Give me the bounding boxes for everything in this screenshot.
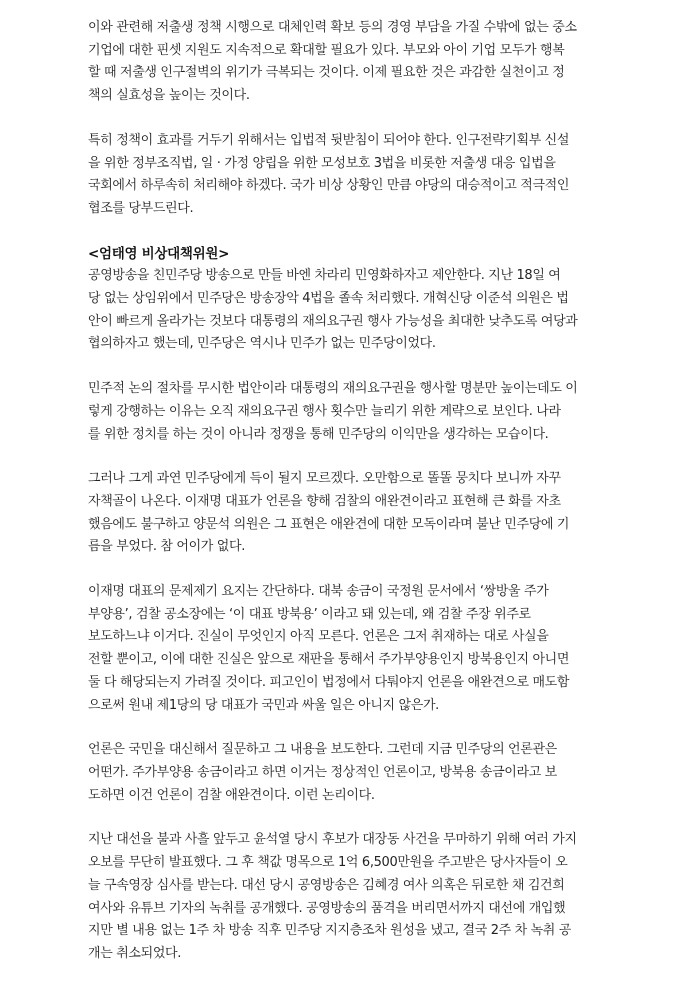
text-line: 으로써 원내 제1당의 당 대표가 국민과 싸울 일은 아니지 않은가. — [88, 697, 439, 713]
text-line: 공영방송을 친민주당 방송으로 만들 바엔 차라리 민영화하자고 제안한다. 지난 18일 여 — [88, 268, 561, 284]
text-line: 늘 구속영장 심사를 받는다. 대선 당시 공영방송은 김혜경 여사 의혹은 뒤로한 채 김건희 — [88, 877, 565, 893]
text-line: 특히 정책이 효과를 거두기 위해서는 입법적 뒷받침이 되어야 한다. 인구전략기획부 신설 — [88, 132, 570, 148]
paragraph-gap — [88, 807, 700, 829]
text-line: 할 때 저출생 인구절벽의 위기가 극복되는 것이다. 이제 필요한 것은 과감한 실천이고 정 — [88, 65, 565, 81]
paragraph-2 — [88, 130, 621, 221]
speaker-paragraph-5 — [88, 739, 621, 807]
text-line: 오보를 무단히 발표했다. 그 후 책값 명목으로 1억 6,500만원을 주고받은 당사자들이 오 — [88, 855, 568, 871]
text-line: 지난 대선을 불과 사흘 앞두고 윤석열 당시 후보가 대장동 사건을 무마하기 위해 여러 가지 — [88, 832, 577, 848]
speaker-paragraph-3 — [88, 468, 621, 559]
text-line: 개는 취소되었다. — [88, 945, 182, 961]
text-line: 기업에 대한 핀셋 지원도 지속적으로 확대할 필요가 있다. 부모와 아이 기업 모두가 행복 — [88, 42, 565, 58]
text-line: 어떤가. 주가부양용 송금이라고 하면 이거는 정상적인 언론이고, 방북용 송금이라고 보 — [88, 764, 557, 780]
text-line: 렇게 강행하는 이유는 오직 재의요구권 행사 횟수만 늘리기 위한 계략으로 보인다. 나라 — [88, 403, 561, 419]
text-line: 보도하느냐 이거다. 진실이 무엇인지 아직 모른다. 언론은 그저 취재하는 대로 사실을 — [88, 629, 549, 645]
text-line: 이와 관련해 저출생 정책 시행으로 대체인력 확보 등의 경영 부담을 가질 수밖에 없는 중소 — [88, 20, 577, 35]
speaker-paragraph-2 — [88, 378, 621, 446]
speaker-paragraph-4 — [88, 581, 621, 717]
text-line: 민주적 논의 절차를 무시한 법안이라 대통령의 재의요구권을 행사할 명분만 높이는데도 이 — [88, 381, 578, 397]
text-line: 안이 빠르게 올라가는 것보다 대통령의 재의요구권 행사 가능성을 최대한 낮추도록 여당과 — [88, 313, 578, 329]
paragraph-gap — [88, 221, 700, 243]
text-line: 을 위한 정부조직법, 일 · 가정 양립을 위한 모성보호 3법을 비롯한 저출생 대응 입법을 — [88, 155, 556, 171]
text-line: 부양용’, 검찰 공소장에는 ‘이 대표 방북용’ 이라고 돼 있는데, 왜 검찰 주장 위주로 — [88, 606, 531, 622]
text-line: 했음에도 불구하고 양문석 의원은 그 표현은 애완견에 대한 모독이라며 불난 민주당에 기 — [88, 516, 570, 532]
text-line: 언론은 국민을 대신해서 질문하고 그 내용을 보도한다. 그런데 지금 민주당의 언론관은 — [88, 742, 557, 758]
text-line: 둘 다 해당되는지 가려질 것이다. 피고인이 법정에서 다퉈야지 언론을 애완견으로 매도함 — [88, 674, 570, 690]
text-line: 책의 실효성을 높이는 것이다. — [88, 88, 250, 104]
text-line: 전할 뿐이고, 이에 대한 진실은 앞으로 재판을 통해서 주가부양용인지 방북용인지 아니면 — [88, 652, 570, 668]
paragraph-gap — [88, 717, 700, 739]
text-line: 이재명 대표의 문제제기 요지는 간단하다. 대북 송금이 국정원 문서에서 ‘쌍방울 주가 — [88, 584, 549, 600]
paragraph-1 — [88, 17, 621, 108]
speaker-heading: <엄태영 비상대책위원> — [88, 245, 230, 262]
text-line: 자책골이 나온다. 이재명 대표가 언론을 향해 검찰의 애완견이라고 표현해 큰 화를 자초 — [88, 493, 561, 509]
text-line: 국회에서 하루속히 처리해야 하겠다. 국가 비상 상황인 만큼 야당의 대승적이고 적극적인 — [88, 178, 570, 194]
text-line: 그러나 그게 과연 민주당에게 득이 될지 모르겠다. 오만함으로 똘똘 뭉치다 보니까 자꾸 — [88, 471, 561, 487]
text-line: 지만 별 내용 없는 1주 차 방송 직후 민주당 지지층조차 원성을 냈고, 결국 2주 차 녹취 공 — [88, 923, 572, 939]
paragraph-gap — [88, 108, 700, 130]
paragraph-gap — [88, 446, 700, 468]
text-line: 여사와 유튜브 기자의 녹취를 공개했다. 공영방송의 품격을 버리면서까지 대선에 개입했 — [88, 900, 566, 916]
speaker-paragraph-1 — [88, 265, 621, 356]
text-line: 협조를 당부드린다. — [88, 200, 194, 216]
text-line: 협의하자고 했는데, 민주당은 역시나 민주가 없는 민주당이었다. — [88, 336, 436, 352]
speaker-paragraph-6 — [88, 829, 621, 965]
paragraph-gap — [88, 356, 700, 378]
text-line: 도하면 이건 언론이 검찰 애완견이다. 이런 논리이다. — [88, 787, 375, 803]
text-line: 를 위한 정치를 하는 것이 아니라 정쟁을 통해 민주당의 이익만을 생각하는 모습이다. — [88, 426, 549, 442]
text-line: 당 없는 상임위에서 민주당은 방송장악 4법을 졸속 처리했다. 개혁신당 이준석 의원은 법 — [88, 291, 569, 307]
text-line: 름을 부었다. 참 어이가 없다. — [88, 539, 245, 555]
paragraph-gap — [88, 559, 700, 581]
